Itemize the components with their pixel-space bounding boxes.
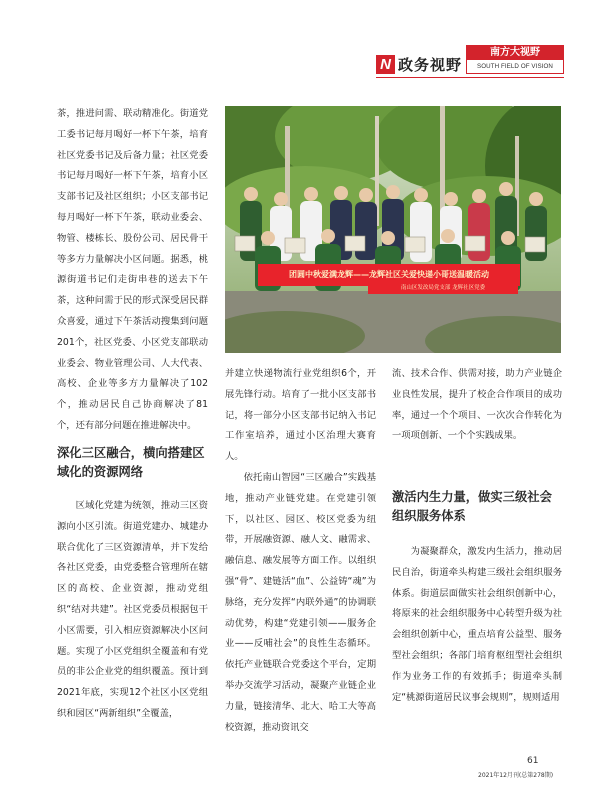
column-2 <box>225 364 376 738</box>
column-1-lower <box>57 496 208 725</box>
paragraph: 并建立快递物流行业党组织6个，开展先锋行动。培育了一批小区支部书记，将一部分小区支部书记纳入书记工作室培养，通过小区治理大赛育人。 <box>225 368 376 463</box>
paragraph: 茶，推进问需、联动精准化。街道党工委书记每月喝好一杯下午茶，培育社区党委书记及后备力量；社区党委书记每月喝好一杯下午茶，培育小区支部书记及社区组织；小区支部书记每月喝好一杯下午茶，联动业委会、物管、楼栋长、股份公司、居民骨干等多方力量解决小区问题。据悉，桃源街道书记们走街串巷的送去下午茶，这种问需于民的形式深受居民群众喜爱，通过下午茶活动搜集到问题201个，社区党委、小区党支部联动业委会、物业管理公司、人大代表、高校、企业等多方力量解决了102个，推动居民自己协商解决了81个，还有部分问题在推进解决中。 <box>57 108 208 431</box>
section-title: 政务视野 <box>398 56 463 74</box>
badge-title: 南方大视野 <box>466 45 564 60</box>
column-3-upper <box>392 364 562 447</box>
issue-info: 2021年12月刊(总第278期) <box>478 772 554 779</box>
column-1-upper <box>57 104 208 437</box>
magazine-logo-icon: N <box>376 55 395 74</box>
event-banner: 团圆中秋爱满龙辉——龙辉社区关爱快递小哥送温暖活动 <box>258 264 520 286</box>
event-photo <box>225 106 561 353</box>
column-badge <box>466 45 564 75</box>
paragraph: 为凝聚群众，激发内生活力，推动居民自治，街道牵头构建三级社会组织服务体系。街道层面做实社会组织创新中心，将原来的社会组织服务中心转型升级为社会组织创新中心，重点培育公益型、服务型社会组织；各部门培育枢纽型社会组织作为业务工作的有效抓手；街道牵头制定“桃源街道居民议事会规则”，规则适用 <box>392 546 562 703</box>
column-3-lower <box>392 542 562 708</box>
paragraph: 区域化党建为统领，推动三区资源向小区引流。街道党建办、城建办联合优化了三区资源清单，并下发给各社区党委，由党委整合管理所在辖区的高校、企业资源，推动党组织“结对共建”。社区党委员根据包干小区需要，引入相应资源解决小区问题。实现了小区党组织全覆盖和有党员的非公企业党的组织覆盖。预计到2021年底，实现12个社区小区党组织和园区“两新组织”全覆盖， <box>57 500 208 719</box>
paragraph: 依托南山智园“三区融合”实践基地，推动产业链党建。在党建引领下，以社区、园区、校区党委为纽带，开展融资源、融人文、融需求、融信息、融发展等方面工作。以组织强“骨”、建链活“血”、公益铸“魂”为脉络，充分发挥“内联外通”的协调联动优势，构建“党建引领——服务企业——反哺社会”的良性生态循环。依托产业链联合党委这个平台，定期举办交流学习活动，凝聚产业链企业力量，链接清华、北大、哈工大等高校资源，推动资讯交 <box>225 471 376 733</box>
event-banner-subtitle: 南山区发改局党支部 龙辉社区党委 <box>368 283 518 294</box>
subheading-2: 激活内生力量，做实三级社会组织服务体系 <box>392 490 552 523</box>
paragraph: 流、技术合作、供需对接，助力产业链企业良性发展，提升了校企合作项目的成功率，通过一个个项目、一次次合作转化为一项项创新、一个个实践成果。 <box>392 368 562 442</box>
header-divider <box>376 77 564 78</box>
badge-subtitle: SOUTH FIELD OF VISION <box>466 60 564 74</box>
page-number: 61 <box>527 756 539 766</box>
subheading-1: 深化三区融合，横向搭建区域化的资源网络 <box>57 446 205 479</box>
group-photo-illustration <box>225 106 561 353</box>
